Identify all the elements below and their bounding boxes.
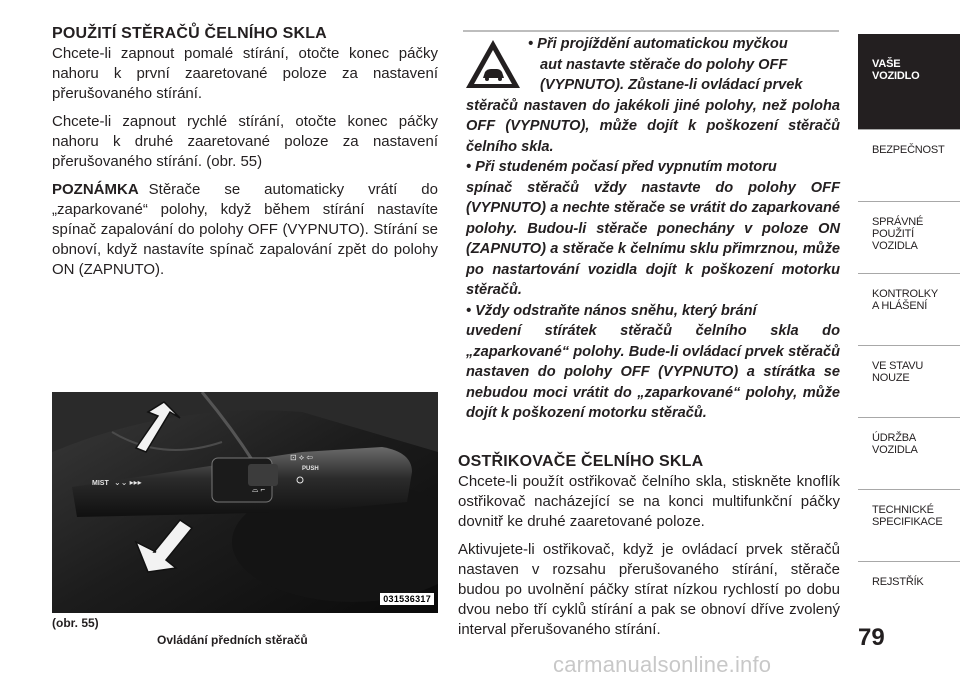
tab-udrzba-vozidla[interactable]: ÚDRŽBA VOZIDLA bbox=[858, 418, 960, 490]
tab-spravne-pouziti-vozidla[interactable]: SPRÁVNÉ POUŽITÍ VOZIDLA bbox=[858, 202, 960, 274]
paragraph-fast-wipe: Chcete-li zapnout rychlé stírání, otočte konec páčky nahoru k druhé zaaretované poloze za nastavení přerušovaného stírání. (obr. 55) bbox=[52, 113, 438, 170]
watermark-text: carmanualsonline.info bbox=[553, 652, 772, 677]
wiper-stalk-illustration bbox=[52, 392, 438, 613]
paragraph-washer-use: Chcete-li použít ostřikovač čelního skla, stiskněte knoflík ostřikovač nacházející se na konci multifunkční páčky dovnitř ke druhé zaaretované poloze. bbox=[458, 473, 840, 530]
figure-reference: (obr. 55) bbox=[52, 616, 99, 630]
warning-bullet-1-rest: stěračů nastaven do jakékoli jiné polohy, než poloha OFF (VYPNUTO), může dojít k poškození stěračů čelního skla. bbox=[466, 97, 840, 155]
tab-rejstrik[interactable]: REJSTŘÍK bbox=[872, 576, 924, 588]
section-heading-washers: OSTŘIKOVAČE ČELNÍHO SKLA bbox=[458, 453, 704, 470]
tab-kontrolky-a-hlaseni[interactable]: KONTROLKY A HLÁŠENÍ bbox=[858, 274, 960, 346]
note-paragraph bbox=[52, 180, 438, 280]
tab-vase-vozidlo[interactable]: VAŠE VOZIDLO bbox=[858, 34, 960, 130]
warning-bullet-1-line-2: aut nastavte stěrače do polohy OFF bbox=[540, 56, 788, 73]
warning-bullet-3-head: • Vždy odstraňte nános sněhu, který brání bbox=[466, 302, 757, 319]
page-number: 79 bbox=[858, 624, 885, 651]
warning-bullet-2-head: • Při studeném počasí před vypnutím motoru bbox=[466, 159, 777, 175]
svg-text:⌄⌄ ▸▸▸: ⌄⌄ ▸▸▸ bbox=[114, 478, 142, 487]
tab-ve-stavu-nouze[interactable]: VE STAVU NOUZE bbox=[858, 346, 960, 418]
left-column bbox=[52, 24, 438, 280]
figure-caption: Ovládání předních stěračů bbox=[157, 633, 308, 647]
svg-text:⊡ ⟡ ⇦: ⊡ ⟡ ⇦ bbox=[290, 453, 314, 462]
washer-section bbox=[458, 452, 840, 640]
svg-text:⌓ ⌐: ⌓ ⌐ bbox=[252, 485, 266, 494]
warning-top-rule bbox=[463, 30, 839, 32]
paragraph-slow-wipe: Chcete-li zapnout pomalé stírání, otočte konec páčky nahoru k první zaaretované poloze za nastavení přerušovaného stírání. bbox=[52, 45, 438, 102]
warning-bullet-1-line-3: (VYPNUTO). Zůstane-li ovládací prvek bbox=[540, 77, 803, 93]
wiper-control-photo bbox=[52, 392, 438, 613]
tab-technicke-specifikace[interactable]: TECHNICKÉ SPECIFIKACE bbox=[858, 490, 960, 562]
mist-label: MIST bbox=[92, 480, 109, 487]
paragraph-washer-intermittent: Aktivujete-li ostřikovač, když je ovládací prvek stěračů nastaven v rozsahu přerušovaného stírání, stěrače budou po uvolnění páčky stírat nízkou rychlostí po dobu dvou nebo tří cyklů stírání a pak se obnoví dříve zvolený interval přerušovaného stírání. bbox=[458, 541, 840, 638]
note-label: POZNÁMKA bbox=[52, 181, 139, 198]
chapter-tabs bbox=[858, 34, 960, 634]
warning-bullet-2-rest: spínač stěračů vždy nastavte do polohy OFF (VYPNUTO) a nechte stěrače se vrátit do zaparkované polohy. Budou-li stěrače ponechány v poloze ON (ZAPNUTO) a stěrače k čelnímu sklu přimrznou, může po nastartování vozidla dojít k poškození motorku stěračů. bbox=[466, 179, 840, 298]
push-label: PUSH bbox=[302, 466, 319, 472]
figure-code: 031536317 bbox=[380, 593, 434, 605]
warning-text bbox=[466, 34, 840, 424]
warning-bullet-3-rest: uvedení stírátek stěračů čelního skla do „zaparkované“ polohy. Bude-li ovládací prvek stěračů nastaven do polohy OFF (VYPNUTO) a stírátka se nebudou moci vrátit do „zaparkované“ polohy, může dojít k poškození motorku stěračů. bbox=[466, 323, 840, 421]
tab-bezpecnost[interactable]: BEZPEČNOST bbox=[858, 130, 960, 202]
note-text: Stěrače se automaticky vrátí do „zaparkované“ polohy, když během stírání nastavíte spínač zapalování do polohy OFF (VYPNUTO). Stírání se obnoví, když nastavíte spínač zapalování zpět do polohy ON (ZAPNUTO). bbox=[52, 181, 438, 278]
section-heading-wipers: POUŽITÍ STĚRAČŮ ČELNÍHO SKLA bbox=[52, 25, 327, 42]
warning-bullet-1-line-1: • Při projíždění automatickou myčkou bbox=[528, 36, 788, 52]
